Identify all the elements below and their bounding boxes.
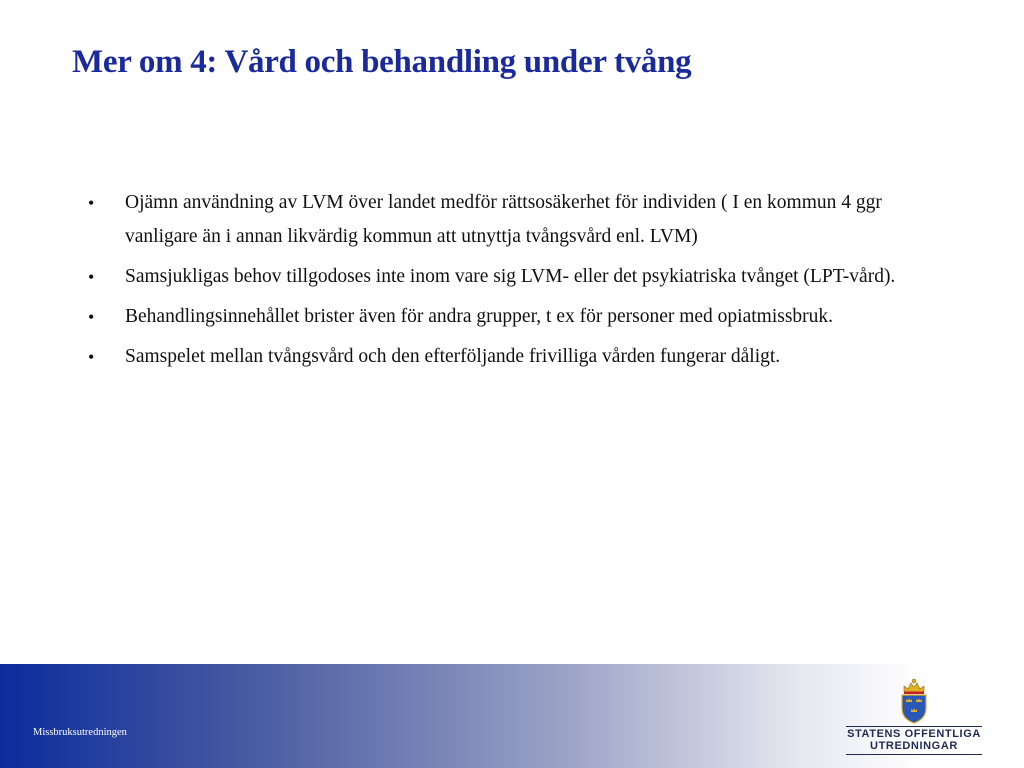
logo-divider	[846, 726, 982, 727]
bullet-icon: •	[88, 307, 95, 327]
list-item	[88, 340, 908, 374]
list-item	[88, 300, 908, 334]
footer-text: Missbruksutredningen	[33, 727, 127, 738]
list-item	[88, 260, 908, 294]
bullet-text: Samsjukligas behov tillgodoses inte inom vare sig LVM- eller det psykiatriska tvånget (LPT-vård).	[125, 266, 896, 287]
sou-logo	[846, 678, 982, 756]
bullet-icon: •	[88, 267, 95, 287]
logo-text-line2: UTREDNINGAR	[870, 740, 958, 752]
list-item	[88, 186, 908, 254]
swedish-crown-shield-icon	[898, 678, 930, 724]
bullet-text: Behandlingsinnehållet brister även för andra grupper, t ex för personer med opiatmissbruk.	[125, 306, 834, 327]
bullet-text: Samspelet mellan tvångsvård och den efterföljande frivilliga vården fungerar dåligt.	[125, 346, 781, 367]
logo-text-line1: STATENS OFFENTLIGA	[847, 728, 981, 740]
bullet-icon: •	[88, 193, 95, 213]
bullet-text: Ojämn användning av LVM över landet medför rättsosäkerhet för individen ( I en kommun 4 ggr vanligare än i annan likvärdig kommun att utnyttja tvångsvård enl. LVM)	[125, 192, 882, 247]
bullet-list	[88, 186, 908, 380]
logo-divider	[846, 754, 982, 755]
slide-title: Mer om 4: Vård och behandling under tvång	[72, 44, 692, 80]
bullet-icon: •	[88, 347, 95, 367]
